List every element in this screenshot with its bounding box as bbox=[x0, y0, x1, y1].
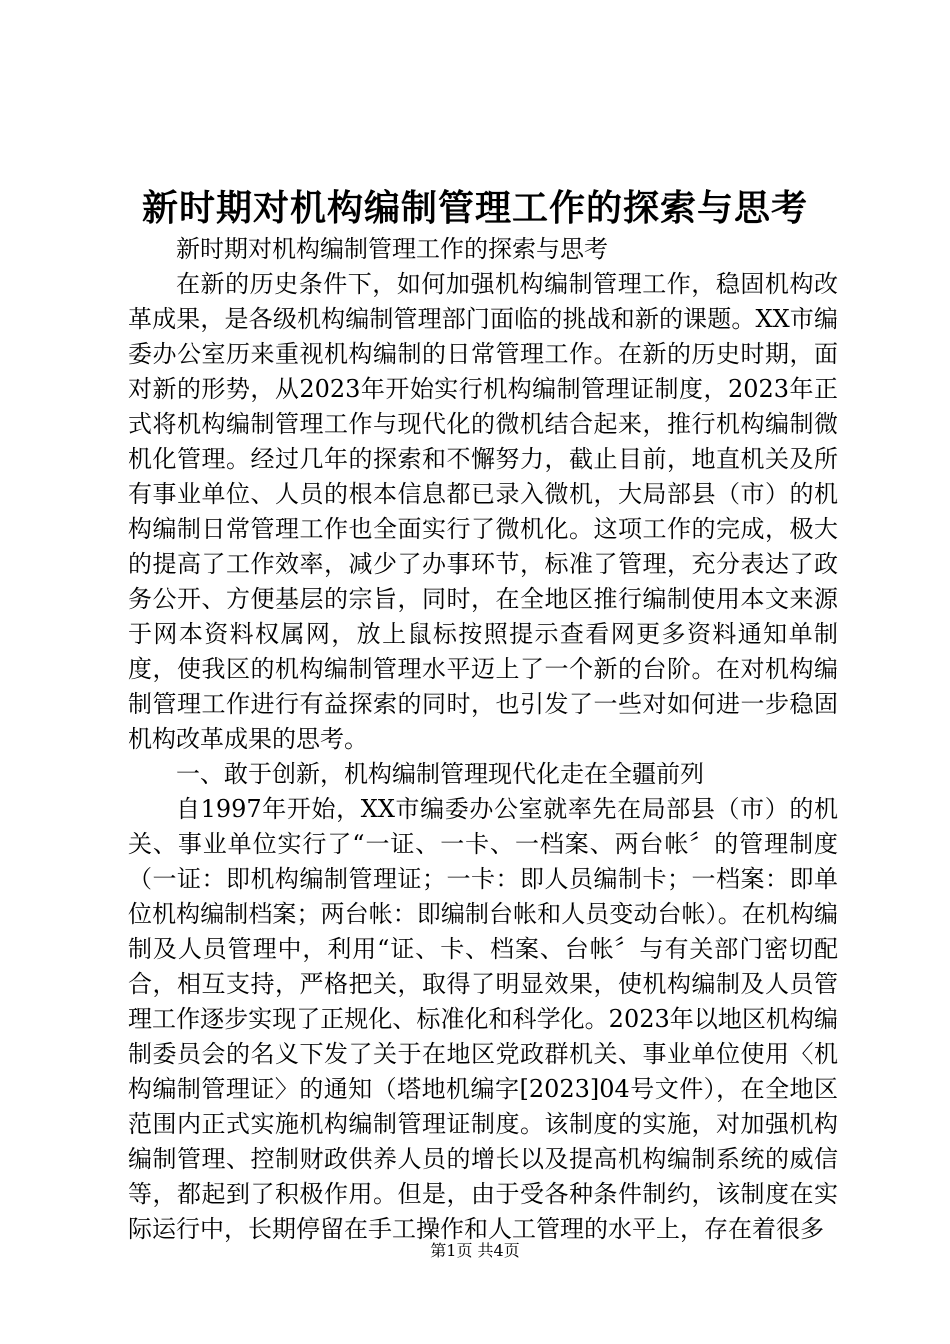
document-body bbox=[128, 232, 838, 1247]
paragraph-intro: 在新的历史条件下，如何加强机构编制管理工作，稳固机构改革成果，是各级机构编制管理部门面临的挑战和新的课题。XX市编委办公室历来重视机构编制的日常管理工作。在新的历史时期，面对新的形势，从2023年开始实行机构编制管理证制度，2023年正式将机构编制管理工作与现代化的微机结合起来，推行机构编制微机化管理。经过几年的探索和不懈努力，截止目前，地直机关及所有事业单位、人员的根本信息都已录入微机，大局部县（市）的机构编制日常管理工作也全面实行了微机化。这项工作的完成，极大的提高了工作效率，减少了办事环节，标准了管理，充分表达了政务公开、方便基层的宗旨，同时，在全地区推行编制使用本文来源于网本资料权属网，放上鼠标按照提示查看网更多资料通知单制度，使我区的机构编制管理水平迈上了一个新的台阶。在对机构编制管理工作进行有益探索的同时，也引发了一些对如何进一步稳固机构改革成果的思考。 bbox=[128, 270, 838, 753]
paragraph-subtitle: 新时期对机构编制管理工作的探索与思考 bbox=[176, 235, 608, 263]
page-footer: 第1页 共4页 bbox=[430, 1241, 520, 1260]
section-heading-1: 一、敢于创新，机构编制管理现代化走在全疆前列 bbox=[176, 760, 704, 788]
paragraph-section-1: 自1997年开始，XX市编委办公室就率先在局部县（市）的机关、事业单位实行了“一证、一卡、一档案、两台帐〞的管理制度（一证：即机构编制管理证；一卡：即人员编制卡；一档案：即单位机构编制档案；两台帐：即编制台帐和人员变动台帐）。在机构编制及人员管理中，利用“证、卡、档案、台帐〞与有关部门密切配合，相互支持，严格把关，取得了明显效果，使机构编制及人员管理工作逐步实现了正规化、标准化和科学化。2023年以地区机构编制委员会的名义下发了关于在地区党政群机关、事业单位使用〈机构编制管理证〉的通知（塔地机编字[2023]04号文件），在全地区范围内正式实施机构编制管理证制度。该制度的实施，对加强机构编制管理、控制财政供养人员的增长以及提高机构编制系统的威信等，都起到了积极作用。但是，由于受各种条件制约，该制度在实际运行中，长期停留在手工操作和人工管理的水平上，存在着很多 bbox=[128, 795, 838, 1243]
document-title: 新时期对机构编制管理工作的探索与思考 bbox=[141, 187, 808, 229]
